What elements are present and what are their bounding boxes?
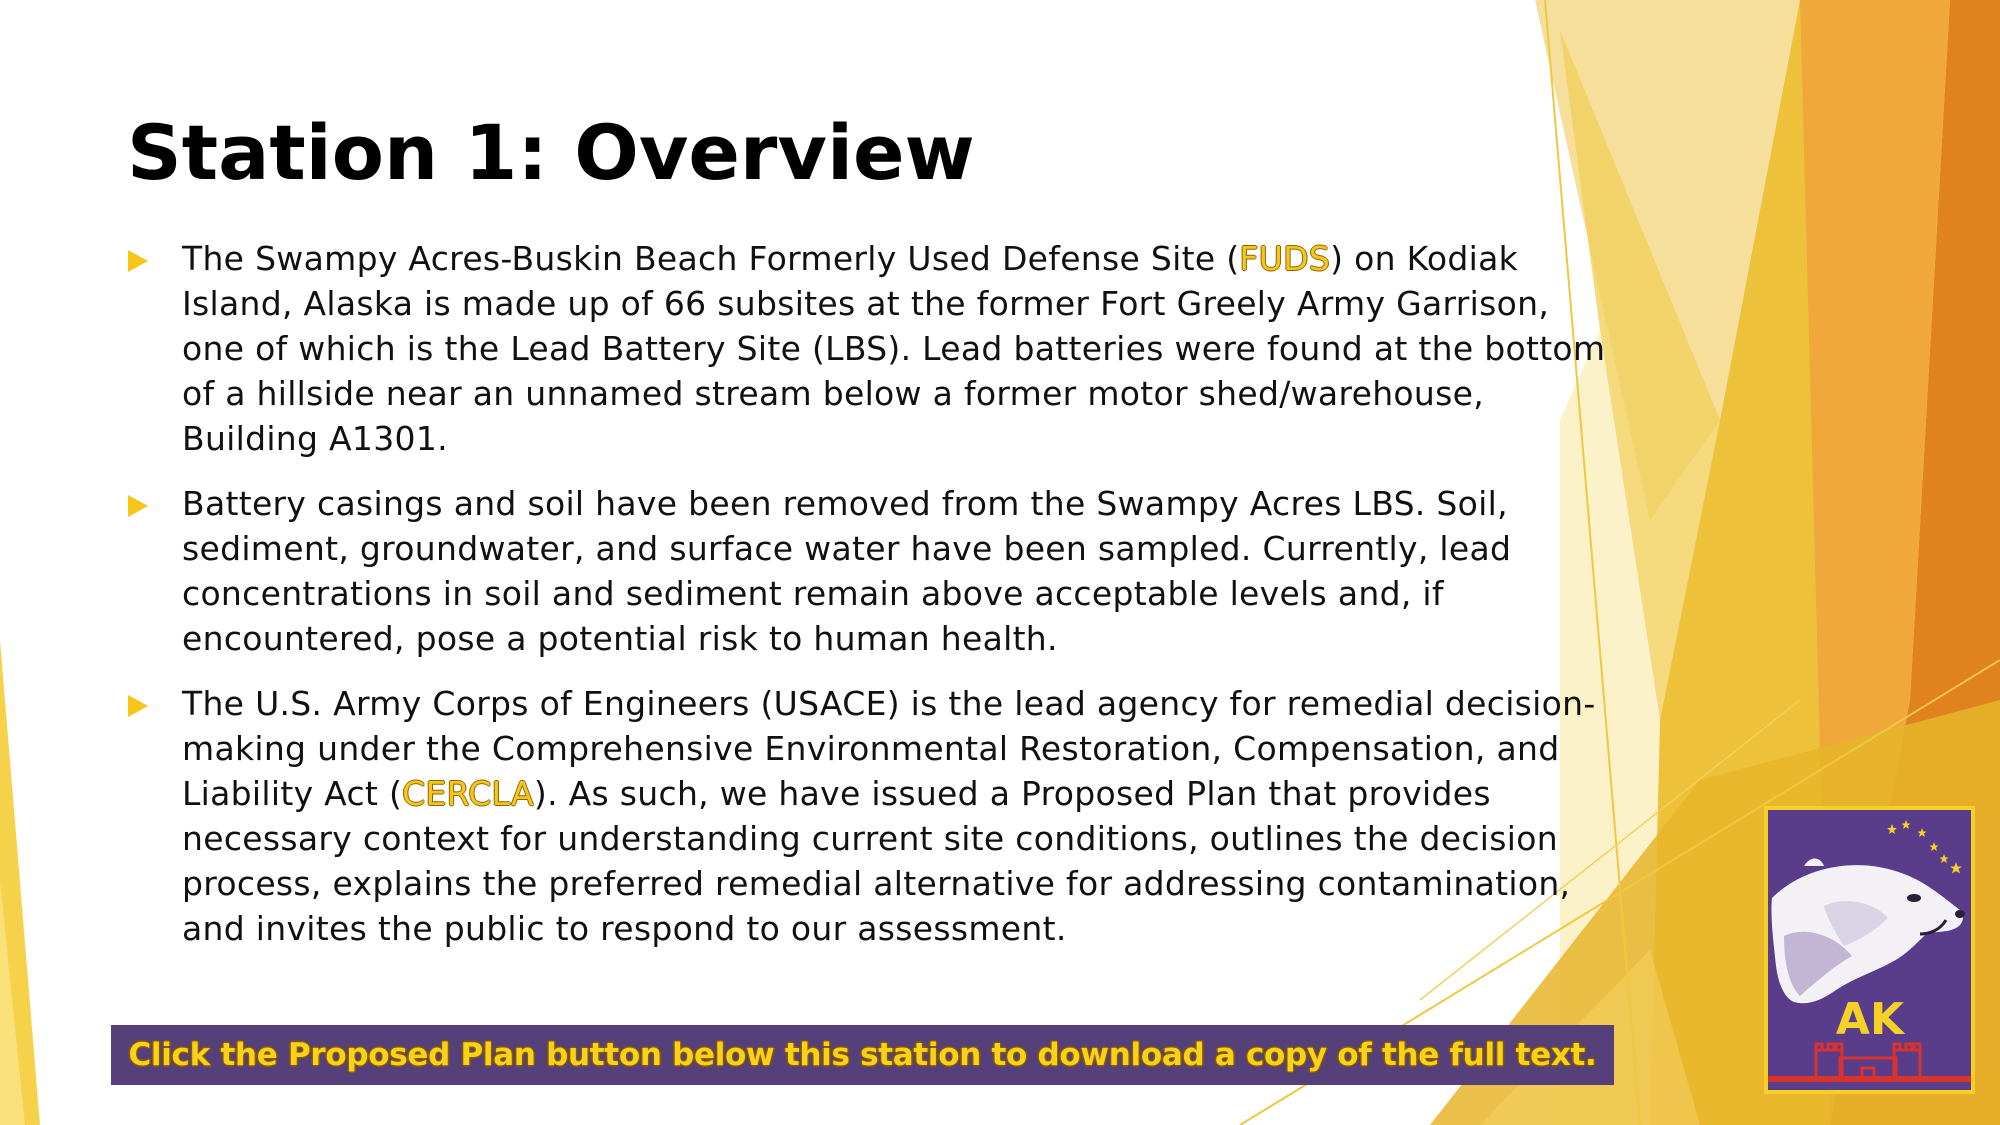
footer-banner [111,1025,1614,1085]
bullet-item [128,681,1608,951]
acronym-fuds: FUDS [1239,239,1331,278]
bullet-item [128,481,1608,661]
bullet-text-end: ). As such, we have issued a Proposed Plan that provides necessary context for understanding current site conditions, outlines the decision process, explains the preferred remedial alternative for addressing contamination, and invites the public to respond to our assessment. [182,774,1571,948]
triangle-bullet-icon [128,695,148,717]
bullet-text-start: The Swampy Acres-Buskin Beach Formerly Used Defense Site ( [182,239,1240,278]
bullet-text: Battery casings and soil have been removed from the Swampy Acres LBS. Soil, sediment, groundwater, and surface water have been sampled. Currently, lead concentrations in soil and sediment remain above acceptable levels and, if encountered, pose a potential risk to human health. [182,484,1512,658]
bullet-item [128,236,1608,461]
footer-instruction-text: Click the Proposed Plan button below this station to download a copy of the full text. [128,1037,1597,1073]
slide-title: Station 1: Overview [127,108,975,197]
bullet-text-start: The U.S. Army Corps of Engineers (USACE) is the lead agency for remedial decision-making under the Comprehensive Environmental Restoration, Compensation, and Liability Act ( [182,684,1596,813]
bullet-text-end: ) on Kodiak Island, Alaska is made up of 66 subsites at the former Fort Greely Army Garrison, one of which is the Lead Battery Site (LBS). Lead batteries were found at the bottom of a hillside near an unnamed stream below a former motor shed/warehouse, Building A1301. [182,239,1606,458]
triangle-bullet-icon [128,495,148,517]
bullet-list [128,236,1608,971]
logo-ak-text: AK [1835,994,1905,1045]
acronym-cercla: CERCLA [402,774,534,813]
triangle-bullet-icon [128,250,148,272]
polar-bear-castle-logo [1764,806,1975,1094]
